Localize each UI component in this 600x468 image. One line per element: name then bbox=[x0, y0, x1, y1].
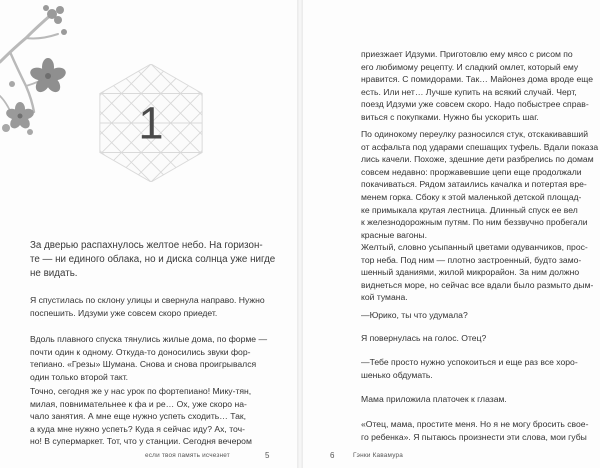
text-line: к железнодорожным путям. По ним беззвучно пробегали bbox=[361, 217, 588, 228]
text-line: тепиано. «Грезы» Шумана. Снова и снова проигрывался bbox=[30, 359, 257, 370]
paragraph bbox=[361, 332, 486, 345]
text-line: Желтый, словно усыпанный цветами одуванчиков, прос- bbox=[361, 242, 588, 252]
text-line: красные вагоны. bbox=[361, 229, 427, 240]
text-line: Мама приложила платочек к глазам. bbox=[361, 394, 507, 404]
geometric-chapter-emblem bbox=[92, 64, 210, 182]
text-line: нравится. С помидорами. Так… Майонез дома вроде еще bbox=[361, 74, 593, 85]
text-line: —Тебе просто нужно успокоиться и еще раз все хоро- bbox=[361, 357, 578, 367]
text-line: Вдоль плавного спуска тянулись жилые дома, по форме — bbox=[30, 334, 268, 344]
paragraph bbox=[30, 294, 265, 319]
paragraph bbox=[30, 385, 252, 448]
text-line: шенный зданиями, жилой микрорайон. За ним должно bbox=[361, 267, 580, 278]
text-line: чало занятия. А мне еще нужно успеть сходить… Так, bbox=[30, 411, 247, 422]
paragraph bbox=[361, 309, 468, 322]
text-line: те — ни единого облака, но и диска солнца уже нигде bbox=[30, 253, 276, 265]
page-number: 5 bbox=[265, 451, 270, 460]
paragraph bbox=[361, 356, 578, 381]
right-page bbox=[303, 0, 600, 468]
text-line: «Отец, мама, простите меня. Но я не могу бросить свое- bbox=[361, 419, 589, 429]
text-line: поезд Идзуми уже совсем скоро. Надо побыстрее справ- bbox=[361, 99, 589, 110]
text-line: но! В супермаркет. Тот, что у станции. Сегодня вечером bbox=[30, 436, 252, 447]
text-line: За дверью распахнулось желтое небо. На горизон- bbox=[30, 240, 263, 251]
text-line: виднеться море, но сейчас все вдали было размыто дым- bbox=[361, 279, 594, 290]
running-footer-author: Гэнки Кавамура bbox=[353, 452, 404, 459]
text-line: шенько обдумать. bbox=[361, 369, 433, 380]
text-line: кой тумана. bbox=[361, 292, 408, 303]
text-line: один только второй такт. bbox=[30, 371, 129, 382]
text-line: милая, повнимательнее к фа и ре… Ох, уже скоро на- bbox=[30, 398, 247, 409]
text-line: Точно, сегодня же у нас урок по фортепиано! Мику-тян, bbox=[30, 386, 252, 396]
running-footer-title: если твоя память исчезнет bbox=[145, 452, 230, 459]
text-line: поспешить. Идзуми уже совсем скоро приедет. bbox=[30, 307, 218, 318]
text-line: —Юрико, ты что удумала? bbox=[361, 310, 468, 320]
text-line: Я спустилась по склону улицы и свернула направо. Нужно bbox=[30, 295, 265, 305]
paragraph bbox=[361, 48, 593, 124]
lead-paragraph bbox=[30, 239, 275, 280]
text-line: а куда мне нужно успеть? Куда я сейчас иду? Ах, точ- bbox=[30, 423, 245, 434]
text-line: По одинокому переулку разносился стук, отскакивавший bbox=[361, 129, 589, 139]
text-line: менем горка. Сбоку к этой маленькой детской площад- bbox=[361, 191, 582, 202]
text-line: виться с покупками. Нужно бы ускорить шаг. bbox=[361, 111, 539, 122]
paragraph bbox=[361, 241, 593, 304]
paragraph bbox=[361, 128, 598, 241]
text-line: есть. Или нет… Лучше купить на всякий случай. Черт, bbox=[361, 86, 577, 97]
paragraph bbox=[361, 393, 507, 406]
left-page bbox=[0, 0, 297, 468]
text-line: ке примыкала крутая лестница. Длинный спуск ее вел bbox=[361, 204, 578, 215]
text-line: го ребенка». Я пытаюсь произнести эти слова, мои губы bbox=[361, 431, 587, 442]
paragraph bbox=[30, 333, 267, 383]
page-number: 6 bbox=[330, 451, 335, 460]
text-line: не видать. bbox=[30, 267, 78, 279]
paragraph bbox=[361, 418, 588, 443]
text-line: покачиваться. Рядом затаились качалка и потертая вре- bbox=[361, 179, 587, 190]
text-line: тор неба. Под ним — плотно застроенный, будто замо- bbox=[361, 254, 582, 265]
text-line: его любимому рецепту. И сладкий омлет, который ему bbox=[361, 61, 579, 72]
text-line: почти один к одному. Откуда-то доносились звуки фор- bbox=[30, 346, 251, 357]
cherry-blossom-branch-illustration bbox=[0, 0, 80, 140]
text-line: приезжает Идзуми. Приготовлю ему мясо с рисом по bbox=[361, 49, 573, 59]
text-line: совсем недавно: проржавевшие цепи еще продолжали bbox=[361, 166, 582, 177]
text-line: от асфальта под ударами спешащих туфель. Вдали показа bbox=[361, 141, 599, 152]
text-line: Я повернулась на голос. Отец? bbox=[361, 333, 487, 343]
chapter-number: 1 bbox=[138, 97, 164, 149]
text-line: лись качели. Похоже, здешние дети разбрелись по домам bbox=[361, 154, 594, 165]
